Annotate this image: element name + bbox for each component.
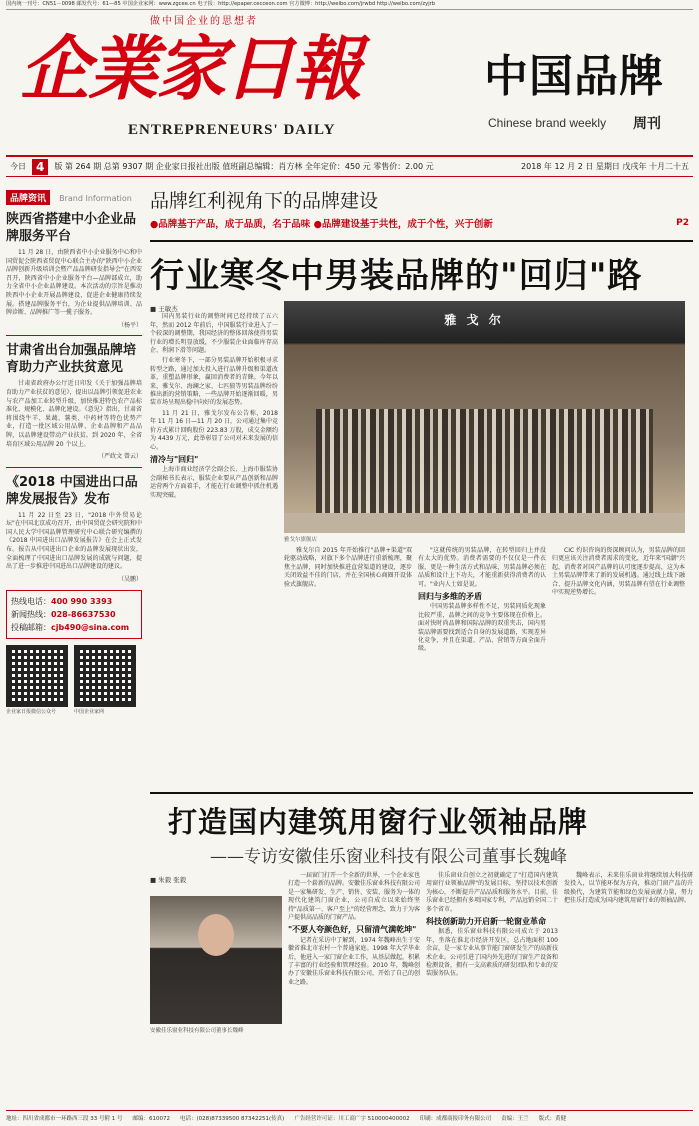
article-2-col-1 xyxy=(288,872,420,989)
article-1-col-3 xyxy=(418,547,546,656)
article-2-paragraph: 一届窗门打开一个全新的世界，一个企业家也打造一个崭新的品牌。安徽佳乐窗业科技有限公司是一家集研发、生产、销售、安装、服务为一体的现代化建筑门窗企业，公司自成立以来始终坚持"品质第一、客户至上"的经营理念，致力于为客户提供高品质的门窗产品。 xyxy=(288,872,421,922)
article-1-paragraph: 中国男装品牌多样性不足，男装同质化现象比较严重，品牌之间的竞争主要体现在价格上。面对快时尚品牌和国际品牌的双重夹击，国内男装品牌需要找到适合自身的发展道路，实现差异化竞争，并且在渠道、产品、营销等方面全面升级。 xyxy=(418,603,546,653)
article-1-paragraph: 雅戈尔自 2015 年开始推行"品牌+渠道"双轮驱动战略，对旗下多个品牌进行重新梳理，聚焦主品牌，同时加快推进直营渠道的建设，逐步关闭效益不佳的门店，并在全国核心商圈开设体验式旗舰店。 xyxy=(284,547,412,588)
section-brand-weekly: 周刊 xyxy=(633,116,661,132)
news-hotline-label: 新闻热线： xyxy=(11,610,51,620)
footer-zip: 邮编：610072 xyxy=(132,1115,170,1122)
article-2-paragraph: 记者在采访中了解到，1974 年魏峰出生于安徽省淮北市农村一个普通家庭。1998 年大学毕业后，他进入一家门窗企业工作，从基层做起，积累了丰富的行业经验和管理经验。2010 年，魏峰创办了安徽佳乐窗业科技有限公司，开始了自己的创业之路。 xyxy=(288,936,421,986)
footer-printer: 印刷：成都商报印务有限公司 xyxy=(419,1115,492,1122)
article-2-col-2 xyxy=(426,872,558,981)
issue-info-bar xyxy=(6,155,693,177)
article-2-subheading-2: 科技创新助力开启新一轮窗业革命 xyxy=(426,917,546,927)
divider xyxy=(6,335,142,336)
store-floor xyxy=(284,513,685,533)
article-1-col-1 xyxy=(150,301,278,656)
mail-label: 投稿邮箱： xyxy=(11,623,51,633)
sidebar-section-tag: 品牌资讯 xyxy=(6,190,50,205)
news-hotline-number: 028-86637530 xyxy=(51,610,116,620)
sidebar-article-3-title[interactable]: 《2018 中国进出口品牌发展报告》发布 xyxy=(6,474,138,507)
website-qr-code-icon[interactable] xyxy=(74,645,136,707)
sidebar-article-2-author: （严政文 曾云） xyxy=(98,453,142,461)
article-1-headline[interactable]: 行业寒冬中男装品牌的"回归"路 xyxy=(150,240,693,297)
article-2-byline-col xyxy=(150,872,282,884)
article-2-paragraph: 佳乐窗业自创立之初就确定了"打造国内建筑用窗行业领袖品牌"的发展目标，坚持以技术创新为核心，不断提升产品品质和服务水平。目前，佳乐窗业已经拥有多项国家专利，产品远销全国二十多个省市。 xyxy=(426,872,559,913)
portrait-photo xyxy=(150,896,282,1024)
issue-date: 2018 年 12 月 2 日 星期日 戊戌年 十月二十五 xyxy=(521,162,689,171)
newspaper-logo-en: ENTREPRENEURS' DAILY xyxy=(128,122,336,138)
brand-news-sidebar xyxy=(6,186,142,1108)
page-footer xyxy=(6,1110,693,1124)
article-2-col-3 xyxy=(564,872,693,908)
sidebar-article-2-title[interactable]: 甘肃省出台加强品牌培育助力产业扶贫意见 xyxy=(6,343,137,376)
divider xyxy=(6,467,142,468)
article-1-subheading-2: 回归与多维的矛盾 xyxy=(418,592,482,602)
portrait-face xyxy=(198,914,234,956)
footer-designer: 版式：黄健 xyxy=(538,1115,567,1122)
top-info-text: 国内统一刊号：CN51－0098 邮发代号：61—85 中国企业家网：www.zgcee.cn 电子报：http://epaper.cecceon.com 官方微博：http://weibo.com/jrwbd http://weibo.com/zyjrb xyxy=(6,1,436,7)
article-2-subheading-1: "不要人夸颜色好，只留清气满乾坤" xyxy=(288,925,417,935)
section-brand-title-en: Chinese brand weekly xyxy=(488,116,607,130)
portrait-caption: 安徽佳乐窗业科技有限公司董事长魏峰 xyxy=(150,1028,244,1034)
footer-tel: 电话：(028)87339500 87342251(传真) xyxy=(180,1115,285,1122)
section-brand-title: 中国品牌 xyxy=(484,51,664,102)
top-info-line xyxy=(6,0,693,10)
qr-caption-1: 企业家日报微信公众号 xyxy=(6,709,57,716)
qr-codes xyxy=(6,645,142,715)
article-1-paragraph: 国内男装行业的调整时间已经持续了五六年，然而 2012 年前后，中国服装行业进入了一个较深的调整期，我国经济的整体回落使得男装行业的增长明显放缓，不少服装企业面临库存高企、利润下滑等问题。 xyxy=(150,313,278,355)
qr-caption-2: 中国企业家网 xyxy=(74,709,105,716)
article-1-paragraph: "这就传统的男装品牌，在转型回归上并没有太大的优势。消费者需要的不仅仅是一件衣服，更是一种生活方式和品味，男装品牌必须在品质和设计上下功夫，才能重新获得消费者的认可。"业内人士如是说。 xyxy=(418,547,546,588)
main-content xyxy=(150,186,693,656)
issue-info-text: 版 第 264 期 总第 9307 期 企业家日报社出版 值班副总编辑：肖方林 全年定价：450 元 零售价：2.00 元 xyxy=(54,162,434,171)
hotline-number: 400 990 3393 xyxy=(51,597,113,607)
sidebar-section-tag-en: Brand Information xyxy=(59,194,132,203)
sidebar-article-1-author: （杨平） xyxy=(117,321,142,329)
footer-license: 广告经营许可证：川工商广字 510000400002 xyxy=(294,1115,410,1122)
sidebar-article-2-body: 甘肃省政府办公厅近日印发《关于加强品牌培育助力产业扶贫的意见》，提出以品牌引领促进农业与农产品加工业转型升级，加快推进特色农产品标准化、规模化、品牌化建设。《意见》指出，甘肃省将围绕牛羊、果蔬、薯类、中药材等特色优势产业，打造一批区域公用品牌、企业品牌和产品品牌，以品牌建设带动产业扶贫。到 2020 年，全省培育区域公用品牌 20 个以上。 xyxy=(6,380,142,448)
issue-today-label: 今日 xyxy=(10,162,26,171)
topic-subtitle: ●品牌基于产品，成于品质，名于品味 ●品牌建设基于共性，成于个性，兴于创新 xyxy=(150,219,493,230)
mail-address: cjb490@sina.com xyxy=(51,623,130,633)
footer-address: 地址：四川省成都市一环路西三段 33 号附 1 号 xyxy=(6,1115,123,1122)
article-2-byline: ■ 朱毅 张毅 xyxy=(150,876,187,884)
article-2-paragraph: 魏峰表示，未来佳乐窗业将继续加大科技研发投入，以节能环保为方向，推动门窗产品的升级换代，为建筑节能和绿色发展贡献力量，努力把佳乐打造成为国内建筑用窗行业的领袖品牌。 xyxy=(564,872,693,905)
article-1-col-2 xyxy=(284,547,412,656)
article-1-subheading-1: 清冷与"回归" xyxy=(150,454,199,464)
article-2-paragraph: 据悉，佳乐窗业科技有限公司成立于 2013 年，坐落在淮北市经济开发区，总占地面积 100 余亩，是一家专业从事节能门窗研发生产的高新技术企业。公司引进了国内外先进的门窗生产设备和检测设备，拥有一支高素质的研发团队和专业的安装服务队伍。 xyxy=(426,928,559,978)
store-sign: 雅 戈 尔 xyxy=(444,313,504,327)
article-1-col-4 xyxy=(552,547,685,656)
clothing-racks xyxy=(316,409,653,513)
article-1-paragraph: CIC 灼识咨询的资深顾问认为，男装品牌的回归更应该关注消费者需求的变化，近年来"国潮"兴起，消费者对国产品牌的认可度逐步提高，这为本土男装品牌带来了新的发展机遇。通过线上线下融合、提升品牌文化内涵，男装品牌有望在行业调整中实现逆势增长。 xyxy=(552,547,685,597)
hotline-label: 热线电话： xyxy=(11,597,51,607)
slogan: 做中国企业的思想者 xyxy=(150,16,258,27)
article-1-paragraph: 上海市商业经济学会副会长、上海市服装协会副秘书长表示，服装企业要从产品创新和品牌运营两个方面着手，才能在行业调整中抓住机遇实现突破。 xyxy=(150,466,278,499)
article-1-paragraph: 11 月 21 日，雅戈尔发布公告称，2018 年 11 月 16 日—11 月 20 日，公司通过集中竞价方式累计回购股份 223.83 万股，成交金额约为 4439 万元，此举彰显了公司对未来发展的信心。 xyxy=(150,409,278,451)
sidebar-article-1-body: 11 月 28 日，由陕西省中小企业服务中心和中国贸促会陕西省贸促中心联合主办的"陕西中小企业品牌创新升级培训会暨产品品牌研发指导会"在西安召开，陕西省中小企业服务平台—品牌部成立，助力全省中小企业品牌建设。本次活动的宗旨是推动陕西中小企业开展品牌建设，促进企业健康持续发展。搭建品牌服务平台，为企业提供品牌培训、品牌诊断、品牌推广等一揽子服务。 xyxy=(6,249,142,317)
article-1-lower-cols xyxy=(284,547,685,656)
contact-box xyxy=(6,590,142,639)
article-1-byline: ■ 王敏杰 xyxy=(150,305,178,313)
wechat-qr-code-icon[interactable] xyxy=(6,645,68,707)
article-1-body xyxy=(150,301,693,656)
sidebar-article-1-title[interactable]: 陕西省搭建中小企业品牌服务平台 xyxy=(6,212,137,244)
topic-title[interactable]: 品牌红利视角下的品牌建设 xyxy=(150,190,379,212)
topic-page-ref[interactable]: P2 xyxy=(676,218,689,228)
store-photo-caption: 雅戈尔旗舰店 xyxy=(284,537,318,543)
newspaper-logo: 企業家日報 xyxy=(20,27,360,110)
divider xyxy=(150,792,693,794)
sidebar-article-3-author: （吴鹏） xyxy=(117,575,142,583)
article-2-headline[interactable]: 打造国内建筑用窗行业领袖品牌 xyxy=(168,805,589,839)
article-2-subheadline: ——专访安徽佳乐窗业科技有限公司董事长魏峰 xyxy=(210,847,567,867)
store-photo xyxy=(284,301,685,533)
issue-page-number: 4 xyxy=(32,159,48,175)
article-1-right xyxy=(284,301,685,656)
article-1-paragraph: 行业寒冬下，一部分男装品牌开始积极寻求转型之路，通过加大投入进行品牌升级和渠道改革，重塑品牌形象，赢回消费者的青睐。今年以来，雅戈尔、海澜之家、七匹狼等男装品牌纷纷推出新的营销策略，一些品牌开始逐渐回暖，男装市场呈现出稳中向好的发展态势。 xyxy=(150,357,278,407)
sidebar-article-3-body: 11 月 22 日至 23 日，"2018 中外贸易论坛"在中国北京成功召开，由中国贸促会研究院和中国人民大学中国品牌管理研究中心联合研究编撰的《2018 中国进出口品牌发展报告》在会上正式发布。报告从中国进出口企业的品牌发展现状出发，全面梳理了中国进出口品牌发展的成就与问题，提出了进一步推进中国进出口品牌建设的建议。 xyxy=(6,511,142,571)
footer-editor: 责编：王兰 xyxy=(501,1115,529,1122)
